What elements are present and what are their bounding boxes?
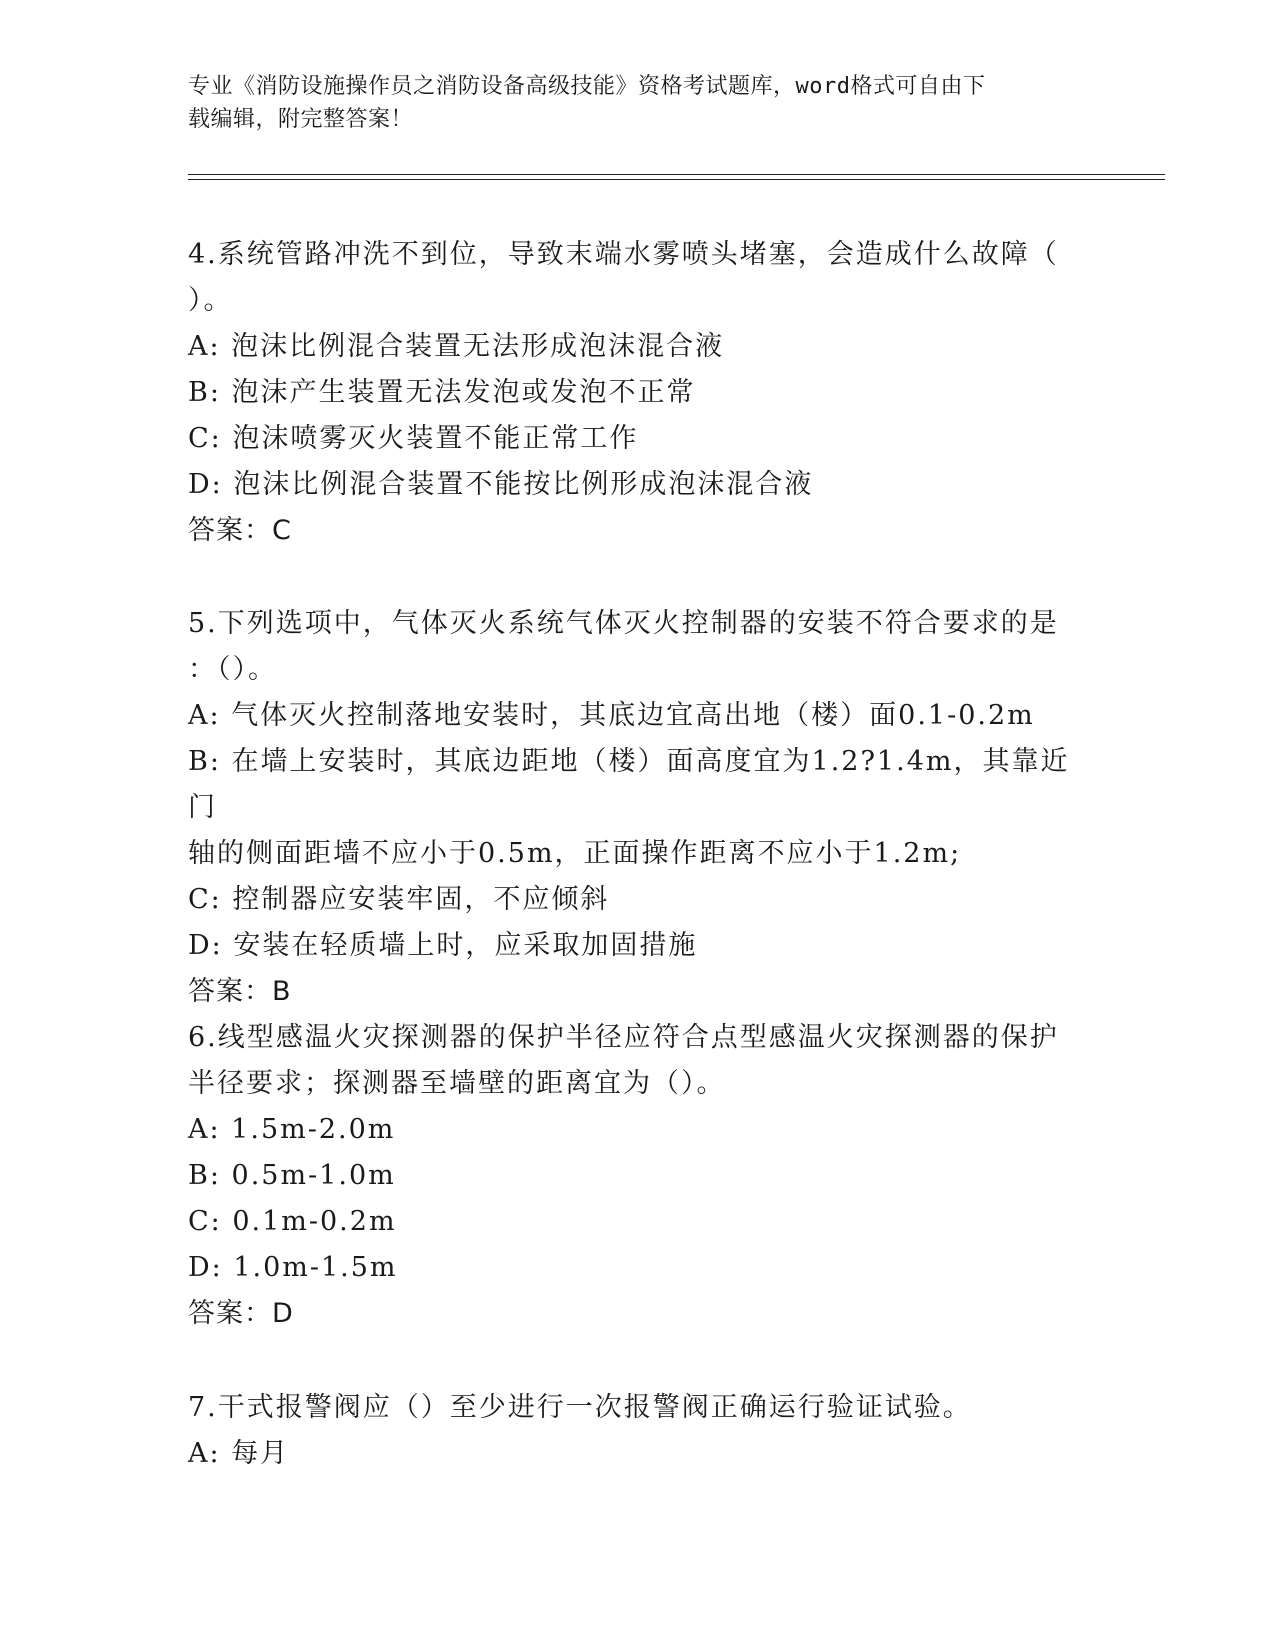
- answer-line: 答案：D: [188, 1298, 294, 1329]
- option-a: A: 气体灭火控制落地安装时，其底边宜高出地（楼）面0.1-0.2m: [188, 700, 1035, 731]
- option-d: D: 1.0m-1.5m: [188, 1252, 398, 1283]
- option-b-continued: 轴的侧面距墙不应小于0.5m，正面操作距离不应小于1.2m;: [188, 838, 962, 869]
- option-b: B: 泡沫产生装置无法发泡或发泡不正常: [188, 377, 696, 408]
- question-stem-line: 5.下列选项中，气体灭火系统气体灭火控制器的安装不符合要求的是: [188, 608, 1059, 639]
- header-divider-top: [188, 174, 1165, 175]
- question-5: [188, 601, 1078, 1015]
- option-a: A: 泡沫比例混合装置无法形成泡沫混合液: [188, 331, 725, 362]
- intro-line-1: 专业《消防设施操作员之消防设备高级技能》资格考试题库，word格式可自由下: [188, 74, 986, 99]
- option-a: A: 1.5m-2.0m: [188, 1114, 396, 1145]
- option-d: D: 泡沫比例混合装置不能按比例形成泡沫混合液: [188, 469, 814, 500]
- answer-line: 答案：B: [188, 976, 292, 1007]
- question-stem-line: 4.系统管路冲洗不到位，导致末端水雾喷头堵塞，会造成什么故障（: [188, 239, 1059, 270]
- question-stem-line: ）。: [188, 285, 233, 316]
- question-6: [188, 1015, 1078, 1337]
- option-a: A: 每月: [188, 1438, 290, 1469]
- option-c: C: 0.1m-0.2m: [188, 1206, 397, 1237]
- document-intro: [188, 70, 1088, 136]
- question-7: [188, 1385, 1078, 1477]
- question-4: [188, 232, 1078, 554]
- question-stem-line: ：（）。: [188, 654, 277, 685]
- option-c: C: 泡沫喷雾灭火装置不能正常工作: [188, 423, 639, 454]
- header-divider-bottom: [188, 179, 1165, 180]
- question-stem-line: 6.线型感温火灾探测器的保护半径应符合点型感温火灾探测器的保护: [188, 1022, 1059, 1053]
- option-c: C: 控制器应安装牢固，不应倾斜: [188, 884, 610, 915]
- option-b: B: 0.5m-1.0m: [188, 1160, 396, 1191]
- answer-line: 答案：C: [188, 515, 292, 546]
- intro-line-2: 载编辑，附完整答案！: [188, 107, 414, 132]
- option-d: D: 安装在轻质墙上时，应采取加固措施: [188, 930, 698, 961]
- question-stem-line: 半径要求；探测器至墙壁的距离宜为（）。: [188, 1068, 726, 1099]
- question-stem-line: 7.干式报警阀应（）至少进行一次报警阀正确运行验证试验。: [188, 1392, 972, 1423]
- option-b: B: 在墙上安装时，其底边距地（楼）面高度宜为1.2?1.4m，其靠近门: [188, 746, 1070, 823]
